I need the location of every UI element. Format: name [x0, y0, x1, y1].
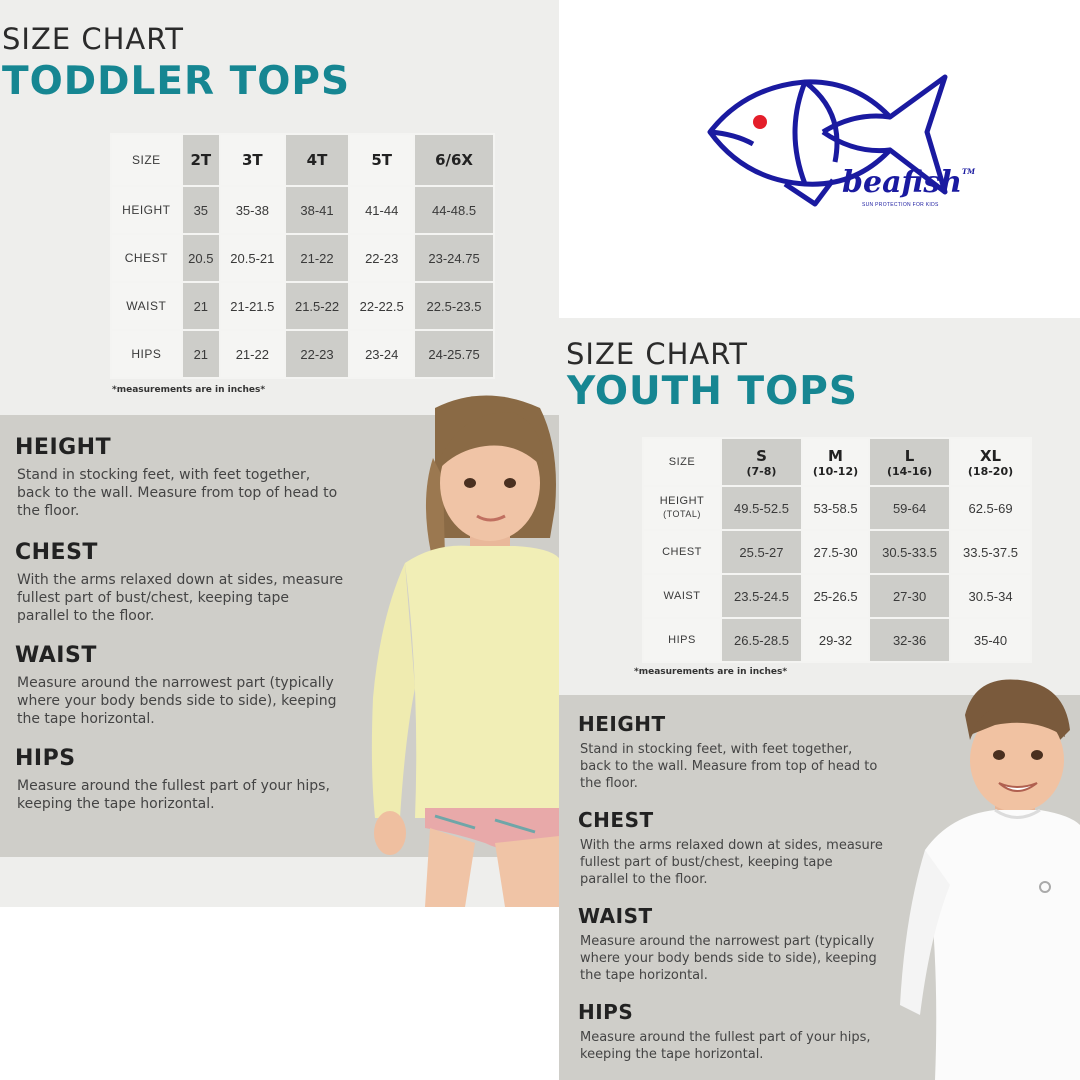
table-cell: 35-38	[220, 186, 285, 234]
table-cell: 32-36	[869, 618, 950, 662]
table-cell: 25.5-27	[721, 530, 802, 574]
waist-heading: WAIST	[578, 904, 653, 928]
height-heading: HEIGHT	[578, 712, 666, 736]
instruction-line: Measure around the narrowest part (typically	[17, 675, 334, 691]
chest-instructions	[578, 837, 908, 888]
table-header-cell: 6/6X	[414, 134, 494, 186]
youth-units-note: *measurements are in inches*	[634, 667, 788, 677]
instruction-line: Stand in stocking feet, with feet together,	[17, 467, 311, 483]
table-cell: 30.5-33.5	[869, 530, 950, 574]
table-header-cell: 4T	[285, 134, 350, 186]
size-range: (18-20)	[967, 464, 1014, 478]
logo-wordmark	[842, 165, 975, 200]
instruction-line: With the arms relaxed down at sides, measure	[580, 838, 883, 853]
table-cell: 21-21.5	[220, 282, 285, 330]
table-cell: 30.5-34	[950, 574, 1031, 618]
table-cell: WAIST	[111, 282, 182, 330]
size-label: XL	[979, 446, 1002, 465]
table-row	[643, 530, 1031, 574]
instruction-line: the floor.	[580, 776, 638, 791]
instruction-line: back to the wall. Measure from top of head to	[17, 485, 338, 501]
chest-instructions	[15, 571, 385, 625]
table-cell: WAIST	[643, 574, 721, 618]
logo-tagline: SUN PROTECTION FOR KIDS	[862, 202, 939, 208]
instruction-line: Measure around the fullest part of your hips,	[17, 778, 330, 794]
table-row	[111, 282, 494, 330]
toddler-size-chart-label: SIZE CHART	[2, 22, 185, 56]
table-cell: 24-25.75	[414, 330, 494, 378]
table-cell: 59-64	[869, 486, 950, 530]
table-cell: 35	[182, 186, 220, 234]
table-row	[643, 574, 1031, 618]
table-cell: CHEST	[643, 530, 721, 574]
table-cell: 53-58.5	[802, 486, 869, 530]
table-row	[111, 234, 494, 282]
instruction-line: the tape horizontal.	[17, 711, 155, 727]
table-row	[643, 486, 1031, 530]
height-instructions	[15, 466, 385, 520]
table-header-cell: 3T	[220, 134, 285, 186]
table-cell: 62.5-69	[950, 486, 1031, 530]
instruction-line: parallel to the floor.	[17, 608, 155, 624]
hips-heading: HIPS	[578, 1000, 634, 1024]
table-header-cell: SIZE	[643, 438, 721, 486]
toddler-measure-guide	[15, 435, 385, 813]
table-header-cell	[802, 438, 869, 486]
table-cell: 22.5-23.5	[414, 282, 494, 330]
table-cell: 21-22	[220, 330, 285, 378]
table-cell: 21	[182, 282, 220, 330]
table-cell: 41-44	[349, 186, 414, 234]
instruction-line: the tape horizontal.	[580, 968, 708, 983]
size-label: L	[904, 446, 915, 465]
table-cell: 35-40	[950, 618, 1031, 662]
instruction-line: fullest part of bust/chest, keeping tape	[580, 855, 833, 870]
table-header-cell	[869, 438, 950, 486]
youth-title: YOUTH TOPS	[567, 369, 858, 414]
toddler-size-table	[110, 133, 495, 379]
table-cell: 22-23	[285, 330, 350, 378]
table-cell: HIPS	[111, 330, 182, 378]
logo-tm: TM	[962, 167, 975, 176]
table-cell: 20.5-21	[220, 234, 285, 282]
table-cell: 23-24.75	[414, 234, 494, 282]
instruction-line: Stand in stocking feet, with feet together,	[580, 742, 853, 757]
instruction-line: back to the wall. Measure from top of head to	[580, 759, 878, 774]
youth-measure-guide	[578, 712, 908, 1063]
table-row	[111, 134, 494, 186]
height-instructions	[578, 741, 908, 792]
instruction-line: where your body bends side to side), keeping	[17, 693, 337, 709]
table-row	[111, 330, 494, 378]
waist-instructions	[15, 674, 385, 728]
table-header-cell: SIZE	[111, 134, 182, 186]
table-cell: 21-22	[285, 234, 350, 282]
instruction-line: fullest part of bust/chest, keeping tape	[17, 590, 290, 606]
instruction-line: Measure around the fullest part of your hips,	[580, 1030, 871, 1045]
waist-heading: WAIST	[15, 643, 97, 668]
row-sublabel: (TOTAL)	[663, 509, 701, 519]
toddler-model-photo	[365, 388, 559, 907]
table-cell: 20.5	[182, 234, 220, 282]
table-cell: 23.5-24.5	[721, 574, 802, 618]
hips-heading: HIPS	[15, 746, 76, 771]
table-row	[643, 618, 1031, 662]
youth-size-table	[642, 437, 1032, 663]
hips-instructions	[15, 777, 385, 813]
table-cell: HIPS	[643, 618, 721, 662]
instruction-line: keeping the tape horizontal.	[17, 796, 215, 812]
table-cell: 22-23	[349, 234, 414, 282]
instruction-line: keeping the tape horizontal.	[580, 1047, 764, 1062]
table-header-cell: 5T	[349, 134, 414, 186]
size-range: (14-16)	[886, 464, 933, 478]
table-cell: 49.5-52.5	[721, 486, 802, 530]
size-range: (7-8)	[746, 464, 777, 478]
table-cell: 33.5-37.5	[950, 530, 1031, 574]
table-cell	[643, 486, 721, 530]
chest-heading: CHEST	[15, 540, 98, 565]
instruction-line: Measure around the narrowest part (typically	[580, 934, 875, 949]
table-header-cell	[721, 438, 802, 486]
table-cell: HEIGHT	[111, 186, 182, 234]
table-header-cell	[950, 438, 1031, 486]
instruction-line: where your body bends side to side), keeping	[580, 951, 877, 966]
table-header-cell: 2T	[182, 134, 220, 186]
table-cell: 38-41	[285, 186, 350, 234]
table-cell: 29-32	[802, 618, 869, 662]
instruction-line: parallel to the floor.	[580, 872, 708, 887]
height-heading: HEIGHT	[15, 435, 112, 460]
logo-wordmark-text: beafish	[842, 165, 963, 200]
table-row	[111, 186, 494, 234]
table-cell: 23-24	[349, 330, 414, 378]
chest-heading: CHEST	[578, 808, 654, 832]
row-label: HEIGHT	[659, 495, 705, 507]
table-cell: CHEST	[111, 234, 182, 282]
youth-size-chart-label: SIZE CHART	[566, 337, 749, 371]
youth-model-photo	[895, 675, 1080, 1080]
table-cell: 26.5-28.5	[721, 618, 802, 662]
size-label: M	[828, 446, 843, 465]
table-cell: 44-48.5	[414, 186, 494, 234]
size-label: S	[756, 446, 767, 465]
table-cell: 25-26.5	[802, 574, 869, 618]
table-cell: 27-30	[869, 574, 950, 618]
table-cell: 21.5-22	[285, 282, 350, 330]
toddler-units-note: *measurements are in inches*	[112, 385, 266, 395]
size-range: (10-12)	[812, 464, 859, 478]
instruction-line: With the arms relaxed down at sides, measure	[17, 572, 344, 588]
toddler-title: TODDLER TOPS	[2, 59, 351, 104]
table-row	[643, 438, 1031, 486]
table-cell: 21	[182, 330, 220, 378]
waist-instructions	[578, 933, 908, 984]
instruction-line: the floor.	[17, 503, 80, 519]
hips-instructions	[578, 1029, 908, 1063]
table-cell: 22-22.5	[349, 282, 414, 330]
table-cell: 27.5-30	[802, 530, 869, 574]
